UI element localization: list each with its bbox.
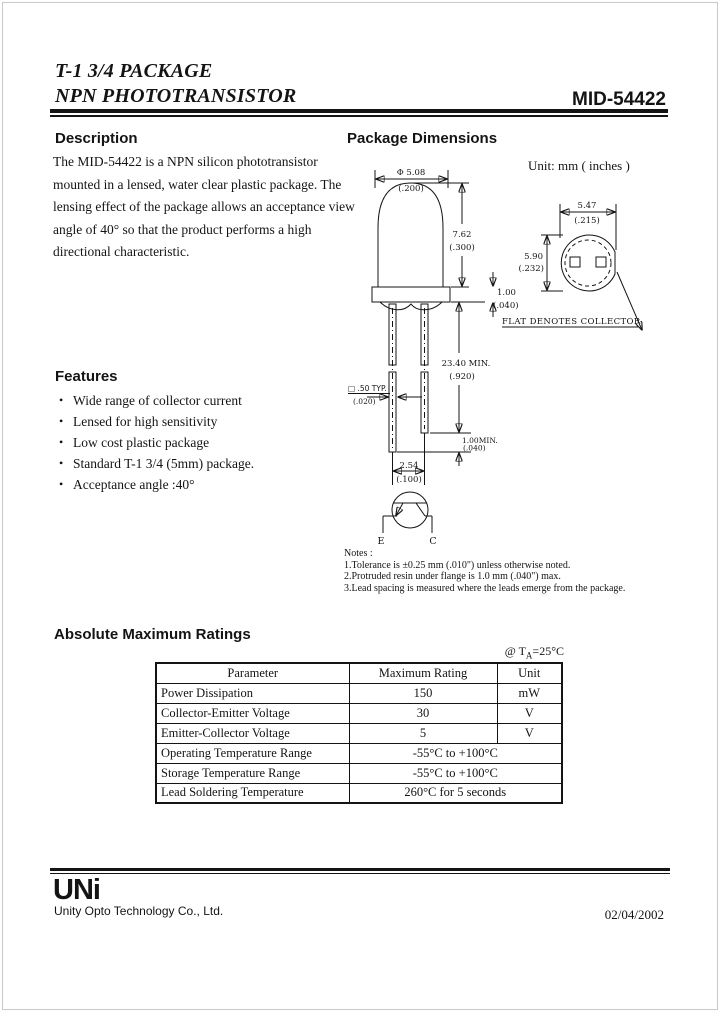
cell-rating: -55°C to +100°C [349,763,562,783]
collector-label: C [429,536,437,547]
top-view-pad-left [570,257,580,267]
top-view-inner-circle [565,240,611,286]
cell-rating: 30 [349,703,497,723]
dim-label: (.300) [449,243,475,253]
condition-prefix: @ T [504,644,526,658]
dim-lead-width [348,384,422,406]
cell-unit: mW [497,683,562,703]
condition-sub: A [525,650,533,661]
led-side-view [372,183,450,452]
dim-label: 5.90 [524,252,543,262]
dim-label: 1.00 [497,288,516,298]
cell-parameter: Collector-Emitter Voltage [156,703,349,723]
table-header-row [156,663,562,683]
dim-label: (.232) [518,264,544,274]
table-row [156,763,562,783]
description-heading: Description [55,130,138,147]
dim-label: (.100) [396,475,422,485]
features-list [55,390,355,495]
dim-label: (.200) [398,184,424,194]
cell-unit: V [497,703,562,723]
footer-rule [50,868,670,874]
cell-rating: -55°C to +100°C [349,743,562,763]
dim-label: 23.40 MIN. [441,359,491,369]
features-heading: Features [55,368,118,385]
table-row [156,783,562,803]
led-top-view [502,201,642,330]
top-view-pad-right [596,257,606,267]
top-view-outline [561,235,615,291]
revision-date: 02/04/2002 [604,907,664,922]
cell-parameter: Lead Soldering Temperature [156,783,349,803]
ratings-condition [505,644,564,660]
dim-label: Φ 5.08 [396,168,426,178]
package-drawing [335,148,675,550]
cell-parameter: Storage Temperature Range [156,763,349,783]
cell-rating: 260°C for 5 seconds [349,783,562,803]
note-item: 2.Protruded resin under flange is 1.0 mm (.040") max. [344,571,561,582]
dim-body-height [413,183,475,287]
unit-note: Unit: mm ( inches ) [528,158,630,173]
ratings-table [155,662,563,804]
package-dimensions-heading: Package Dimensions [347,130,498,147]
note-item: 1.Tolerance is ±0.25 mm (.010") unless otherwise noted. [344,559,571,571]
col-header-unit: Unit [497,663,562,683]
feature-item: • Acceptance angle :40° [55,474,355,495]
company-logo: UNi [53,874,100,906]
col-header-rating: Maximum Rating [349,663,497,683]
cell-rating: 150 [349,683,497,703]
dim-label: (.215) [574,216,600,226]
col-header-parameter: Parameter [156,663,349,683]
dim-lens-diameter [375,168,448,194]
table-row [156,703,562,723]
table-row [156,683,562,703]
ratings-heading: Absolute Maximum Ratings [54,626,251,643]
description-body: The MID-54422 is a NPN silicon phototransistor mounted in a lensed, water clear plastic package. The lensing effect of the package allows an acceptance view angle of 40° so that the product performs a high directional characteristic. [53,154,355,259]
cell-parameter: Operating Temperature Range [156,743,349,763]
dim-label: □ .50 TYP. [348,384,387,393]
led-flange [372,287,450,302]
cell-rating: 5 [349,723,497,743]
dim-lead-spacing [393,433,425,485]
note-item: 3.Lead spacing is measured where the leads emerge from the package. [344,582,626,594]
dim-label: 7.62 [452,230,472,240]
dim-label: 1.00MIN. [462,436,498,445]
flat-note: FLAT DENOTES COLLECTOR [502,317,641,327]
doc-title-line1: T-1 3/4 PACKAGE [55,60,213,82]
part-number: MID-54422 [572,89,666,110]
emitter-label: E [377,536,385,547]
cell-parameter: Power Dissipation [156,683,349,703]
feature-item: • Lensed for high sensitivity [55,411,355,432]
condition-suffix: =25°C [532,644,564,658]
notes-heading: Notes : [344,548,373,559]
cell-parameter: Emitter-Collector Voltage [156,723,349,743]
led-dome-outline [378,183,443,287]
header-rule [50,109,668,117]
dim-lead-length [430,303,490,433]
doc-title-line2: NPN PHOTOTRANSISTOR [55,85,297,107]
table-row [156,743,562,763]
dim-flange-height [451,272,519,317]
notes-block [344,548,664,594]
feature-item: • Wide range of collector current [55,390,355,411]
symbol-circle [392,492,428,528]
dim-label: 5.47 [577,201,597,211]
phototransistor-symbol [378,492,437,547]
dim-label: (.020) [353,397,376,406]
dim-label: (.920) [449,372,475,382]
dim-label: 2.54 [399,461,419,471]
cell-unit: V [497,723,562,743]
feature-item: • Standard T-1 3/4 (5mm) package. [55,453,355,474]
dim-label: (.040) [463,443,486,453]
table-row [156,723,562,743]
feature-item: • Low cost plastic package [55,432,355,453]
company-name: Unity Opto Technology Co., Ltd. [54,904,224,918]
dim-label: (.040) [493,301,519,311]
